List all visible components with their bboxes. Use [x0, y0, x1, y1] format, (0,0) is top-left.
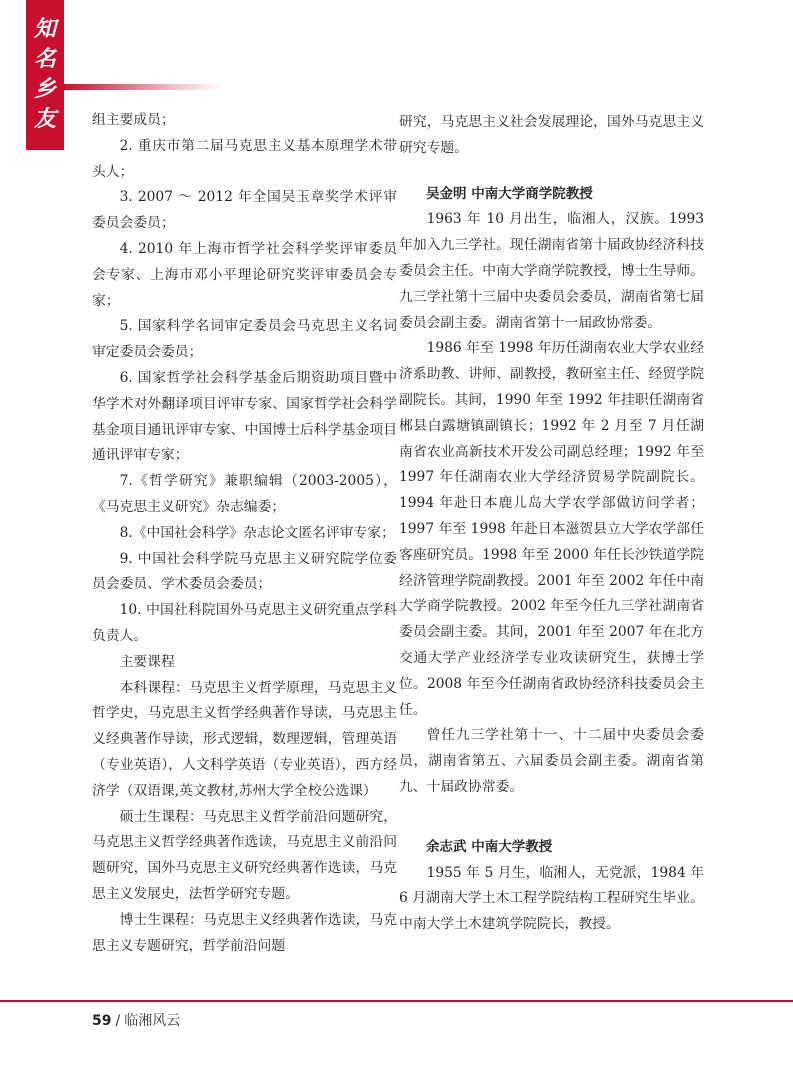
- paragraph: 7.《哲学研究》兼职编辑（2003-2005），《马克思主义研究》杂志编委；: [92, 473, 397, 515]
- page-number: 59: [92, 1013, 112, 1029]
- footer-rule: [0, 1000, 793, 1002]
- section-tab-char: 乡: [33, 76, 56, 102]
- paragraph: 硕士生课程：马克思主义哲学前沿问题研究，马克思主义哲学经典著作选读，马克思主义前沿问题研究，国外马克思主义研究经典著作选读，马克思主义发展史，法哲学研究专题。: [92, 808, 397, 902]
- paragraph: 曾任九三学社第十一、十二届中央委员会委员，湖南省第五、六届委员会副主委。湖南省第九、十届政协常委。: [399, 727, 704, 795]
- publication-name: 临湘风云: [124, 1013, 181, 1029]
- header-rule: [64, 84, 224, 90]
- paragraph: 组主要成员；: [92, 112, 175, 128]
- spacer: [399, 162, 704, 182]
- section-tab-char: 知: [33, 16, 56, 42]
- section-tab: [26, 0, 64, 150]
- paragraph: 6. 国家哲学社会科学基金后期资助项目暨中华学术对外翻译项目评审专家、国家哲学社会科学基金项目通讯评审专家、中国博士后科学基金项目通讯评审专家；: [92, 369, 397, 464]
- section-tab-char: 名: [33, 46, 56, 72]
- spacer: [399, 801, 704, 835]
- page-footer: [92, 1010, 180, 1030]
- paragraph: 1986 年至 1998 年历任湖南农业大学农业经济系助教、讲师、副教授，教研室主任、经贸学院副院长。其间，1990 年至 1992 年挂职任湖南省郴县白露塘镇副镇长；1992 年 2 月至 7 月任湖南省农业高新技术开发公司副总经理；1992 年至 1997 年任湖南农业大学经济贸易学院副院长。1994 年赴日本鹿儿岛大学农学部做访问学者；1997 年至 1998 年赴日本滋贺县立大学农学部任客座研究员。1998 年至 2000 年任长沙铁道学院经济管理学院副教授。2001 年至 2002 年任中南大学商学院教授。2002 年至今任九三学社湖南省委员会副主委。其间，2001 年至 2007 年在北方交通大学产业经济学专业攻读研究生，获博士学位。2008 年至今任湖南省政协经济科技委员会主任。: [399, 340, 704, 718]
- person-heading: 余志武 中南大学教授: [426, 838, 553, 855]
- paragraph: 4. 2010 年上海市哲学社会科学奖评审委员会专家、上海市邓小平理论研究奖评审委员会专家；: [92, 240, 397, 309]
- left-column: [92, 108, 397, 959]
- person-heading: 吴金明 中南大学商学院教授: [426, 185, 593, 202]
- paragraph: 5. 国家科学名词审定委员会马克思主义名词审定委员会委员；: [92, 318, 397, 361]
- paragraph: 1955 年 5 月生，临湘人，无党派，1984 年 6 月湖南大学土木工程学院结构工程研究生毕业。中南大学土木建筑学院院长，教授。: [399, 864, 704, 933]
- paragraph: 1963 年 10 月出生，临湘人，汉族。1993 年加入九三学社。现任湖南省第十届政协经济科技委员会主任。中南大学商学院教授，博士生导师。九三学社第十三届中央委员会委员，湖南省第七届委员会副主委。湖南省第十一届政协常委。: [399, 211, 704, 331]
- paragraph: 2. 重庆市第二届马克思主义基本原理学术带头人；: [92, 137, 397, 180]
- paragraph: 本科课程：马克思主义哲学原理，马克思主义哲学史，马克思主义哲学经典著作导读，马克思主义经典著作导读，形式逻辑，数理逻辑，管理英语（专业英语），人文科学英语（专业英语），西方经济学（双语课,英文教材,苏州大学全校公选课）: [92, 679, 397, 799]
- paragraph: 研究，马克思主义社会发展理论，国外马克思主义研究专题。: [399, 114, 704, 156]
- paragraph: 9. 中国社会科学院马克思主义研究院学位委员会委员、学术委员会委员；: [92, 550, 397, 593]
- right-column: [399, 110, 704, 938]
- paragraph: 8.《中国社会科学》杂志论文匿名评审专家；: [119, 524, 395, 541]
- paragraph: 3. 2007 ～ 2012 年全国吴玉章奖学术评审委员会委员；: [92, 189, 397, 232]
- paragraph: 博士生课程：马克思主义经典著作选读，马克思主义专题研究，哲学前沿问题: [92, 911, 397, 954]
- footer-separator: /: [115, 1013, 121, 1029]
- paragraph: 10. 中国社科院国外马克思主义研究重点学科负责人。: [92, 602, 397, 644]
- section-subheading: 主要课程: [119, 653, 175, 670]
- section-tab-char: 友: [33, 106, 56, 132]
